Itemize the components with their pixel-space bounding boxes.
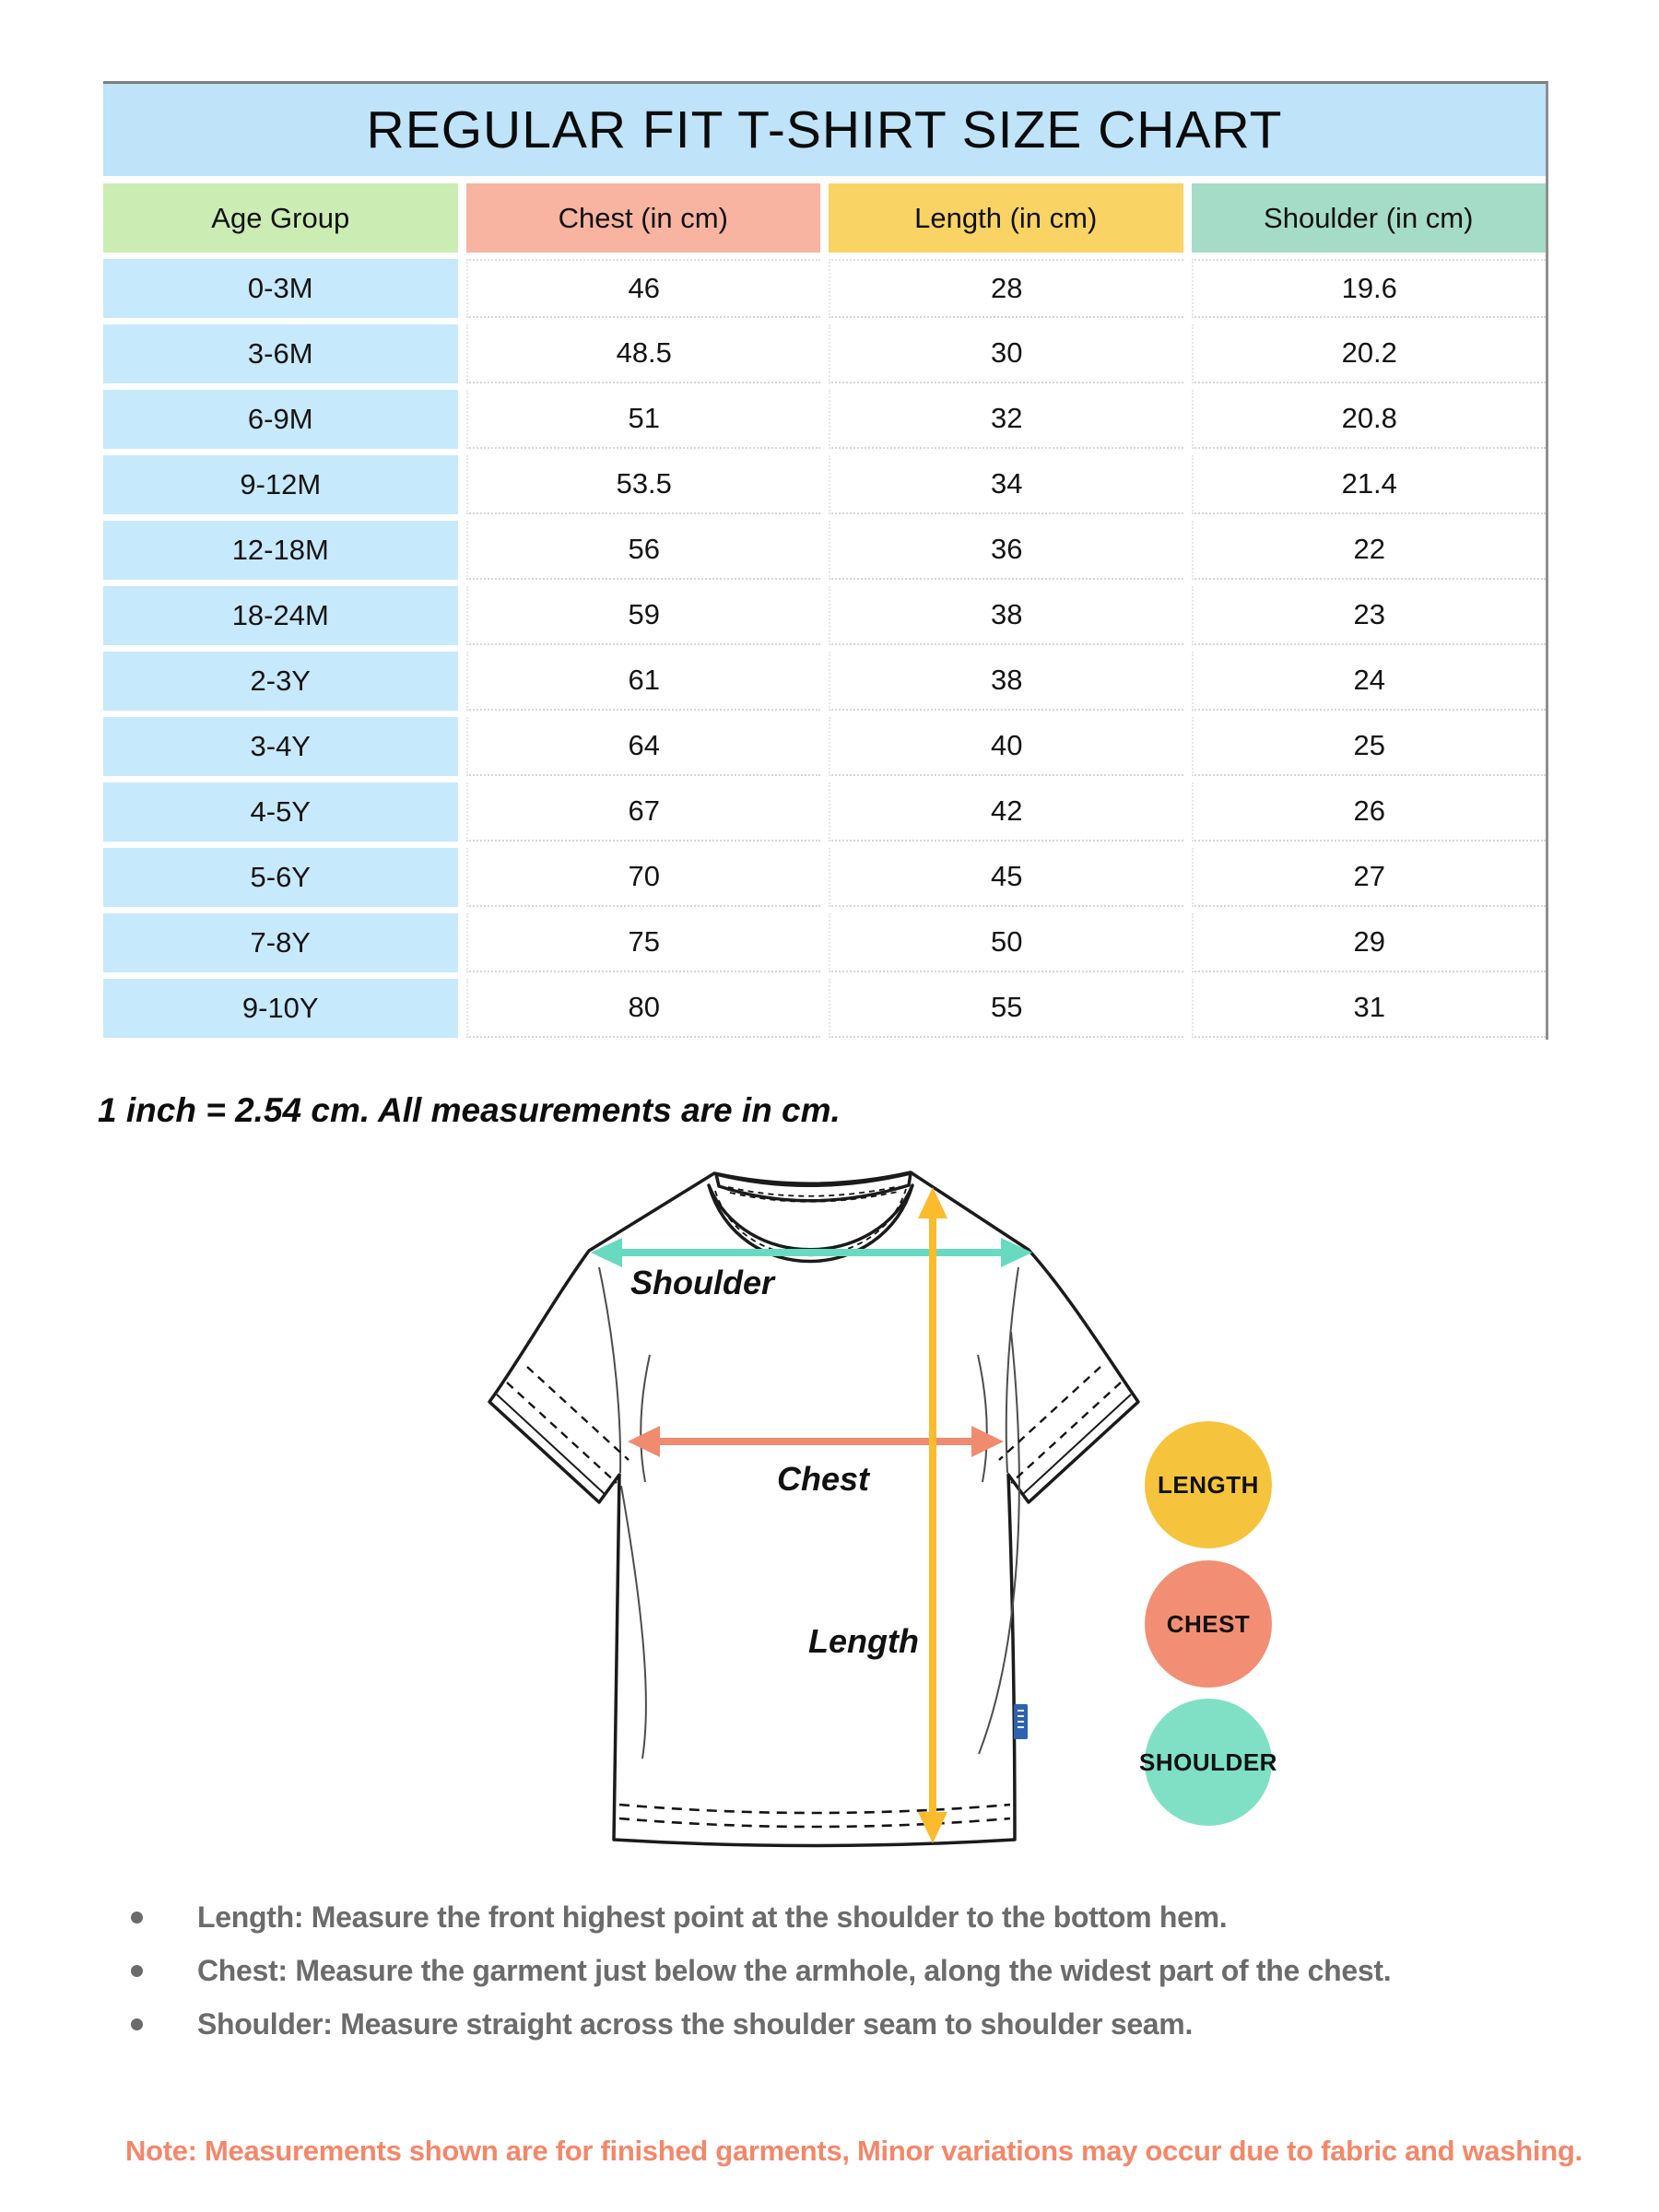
- chest-value-cell: 59: [466, 586, 821, 645]
- shoulder-value-cell: 19.6: [1192, 259, 1547, 318]
- chest-value-cell: 80: [466, 979, 821, 1038]
- age-group-cell: 9-10Y: [103, 979, 458, 1038]
- legend-circle-length: [1145, 1421, 1272, 1548]
- length-value-cell: 28: [829, 259, 1183, 318]
- legend-label-length: LENGTH: [1158, 1470, 1259, 1499]
- table-title: REGULAR FIT T-SHIRT SIZE CHART: [103, 84, 1546, 176]
- age-group-cell: 0-3M: [103, 259, 458, 318]
- column-header-length: Length (in cm): [829, 183, 1183, 253]
- length-value-cell: 36: [829, 521, 1183, 580]
- shoulder-value-cell: 31: [1192, 979, 1547, 1038]
- legend-circle-chest: [1145, 1560, 1272, 1688]
- shoulder-value-cell: 20.8: [1192, 390, 1547, 449]
- shoulder-value-cell: 27: [1192, 848, 1547, 907]
- chest-value-cell: 64: [466, 717, 821, 776]
- length-value-cell: 55: [829, 979, 1183, 1038]
- table-body: [103, 259, 1546, 1040]
- length-value-cell: 45: [829, 848, 1183, 907]
- table-header-row: [103, 183, 1546, 253]
- length-value-cell: 42: [829, 782, 1183, 841]
- shoulder-arrow-label: Shoulder: [630, 1264, 775, 1301]
- instruction-item: Chest: Measure the garment just below the armhole, along the widest part of the chest.: [124, 1950, 1561, 1992]
- age-group-cell: 6-9M: [103, 390, 458, 449]
- chest-value-cell: 46: [466, 259, 821, 318]
- shoulder-value-cell: 21.4: [1192, 455, 1547, 514]
- length-value-cell: 50: [829, 913, 1183, 972]
- chest-value-cell: 70: [466, 848, 821, 907]
- column-header-age: Age Group: [103, 183, 458, 253]
- instruction-item: Length: Measure the front highest point at the shoulder to the bottom hem.: [124, 1897, 1561, 1938]
- shoulder-value-cell: 22: [1192, 521, 1547, 580]
- length-value-cell: 30: [829, 324, 1183, 383]
- chest-value-cell: 48.5: [466, 324, 821, 383]
- tshirt-measurement-diagram: [415, 1163, 1171, 1877]
- instruction-item: Shoulder: Measure straight across the shoulder seam to shoulder seam.: [124, 2004, 1561, 2045]
- size-chart-table: [103, 81, 1548, 1040]
- tshirt-body-outline: [489, 1172, 1138, 1846]
- chest-value-cell: 67: [466, 782, 821, 841]
- length-value-cell: 34: [829, 455, 1183, 514]
- age-group-cell: 2-3Y: [103, 652, 458, 711]
- age-group-cell: 4-5Y: [103, 782, 458, 841]
- shoulder-value-cell: 25: [1192, 717, 1547, 776]
- length-value-cell: 38: [829, 586, 1183, 645]
- age-group-cell: 9-12M: [103, 455, 458, 514]
- footnote: Note: Measurements shown are for finished garments, Minor variations may occur due to fabric and washing.: [125, 2135, 1583, 2167]
- length-value-cell: 40: [829, 717, 1183, 776]
- chest-arrow-label: Chest: [776, 1460, 870, 1498]
- length-arrow-label: Length: [808, 1622, 919, 1660]
- legend-label-shoulder: SHOULDER: [1139, 1747, 1277, 1776]
- legend-circle-shoulder: [1139, 1699, 1277, 1826]
- age-group-cell: 3-4Y: [103, 717, 458, 776]
- age-group-cell: 5-6Y: [103, 848, 458, 907]
- age-group-cell: 7-8Y: [103, 913, 458, 972]
- shoulder-value-cell: 24: [1192, 652, 1547, 711]
- chest-value-cell: 61: [466, 652, 821, 711]
- chest-value-cell: 53.5: [466, 455, 821, 514]
- chest-value-cell: 51: [466, 390, 821, 449]
- shoulder-value-cell: 26: [1192, 782, 1547, 841]
- age-group-cell: 3-6M: [103, 324, 458, 383]
- column-header-shoulder: Shoulder (in cm): [1192, 183, 1547, 253]
- shoulder-value-cell: 29: [1192, 913, 1547, 972]
- column-header-chest: Chest (in cm): [466, 183, 821, 253]
- legend-label-chest: CHEST: [1166, 1609, 1251, 1638]
- chest-value-cell: 75: [466, 913, 821, 972]
- shoulder-value-cell: 20.2: [1192, 324, 1547, 383]
- length-value-cell: 38: [829, 652, 1183, 711]
- measurement-instructions: [124, 1897, 1561, 2057]
- unit-conversion-note: 1 inch = 2.54 cm. All measurements are in cm.: [98, 1091, 841, 1129]
- shoulder-value-cell: 23: [1192, 586, 1547, 645]
- length-value-cell: 32: [829, 390, 1183, 449]
- age-group-cell: 12-18M: [103, 521, 458, 580]
- chest-value-cell: 56: [466, 521, 821, 580]
- age-group-cell: 18-24M: [103, 586, 458, 645]
